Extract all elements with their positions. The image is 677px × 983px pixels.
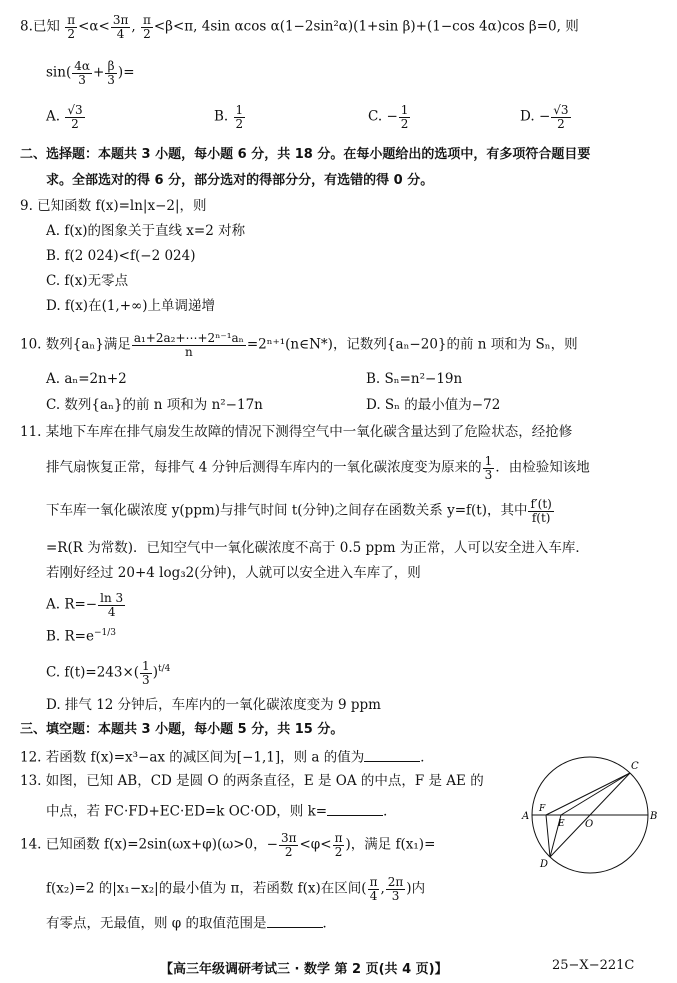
frac-pi-2: $\frac{\pi}{2}$: [67, 13, 76, 41]
q8-line2: sin( $\frac{4\alpha}{3}$ + $\frac{\beta}{3}$ )=: [46, 59, 135, 87]
label-a: A: [522, 811, 530, 822]
q11-option-b: B. $R=e^{-1/3}$: [46, 628, 116, 645]
q14-line3: 有零点，无最值，则 φ 的取值范围是 ．: [46, 913, 336, 932]
q11-line1: 11. 某地下车库在排气扇发生故障的情况下测得空气中一氧化碳含量达到了危险状态，经抢修: [20, 424, 573, 440]
q10-option-b: B. Sₙ=n²−19n: [366, 371, 463, 387]
q11-line2: 排气扇恢复正常，每排气 4 分钟后测得车库内的一氧化碳浓度变为原来的 $\frac{1}{3}$ ．由检验知该地: [46, 454, 590, 482]
label-e: E: [558, 819, 565, 829]
answer-blank: [327, 801, 383, 816]
q11-line5: 若刚好经过 20+4 log₃2(分钟)，人就可以安全进入车库了，则: [46, 565, 421, 581]
label-d: D: [540, 859, 549, 870]
q9-option-c: C. f(x)无零点: [46, 273, 129, 289]
label-c: C: [631, 761, 639, 772]
label-f: F: [539, 804, 546, 814]
q9-stem: 9. 已知函数 f(x)=ln|x−2|，则: [20, 198, 207, 214]
q10-option-c: C. 数列{aₙ}的前 n 项和为 n²−17n: [46, 397, 263, 413]
frac-b-3: $\frac{\beta}{3}$: [107, 59, 115, 87]
section2-heading-cont: 求。全部选对的得 6 分，部分选对的得部分分，有选错的得 0 分。: [46, 173, 434, 188]
footer-code: 25−X−221C: [552, 958, 635, 973]
q14-line1: 14. 已知函数 f(x)=2sin(ωx+φ)(ω>0，− $\frac{3\pi}{2}$ <φ< $\frac{\pi}{2}$ )，满足 f(x₁)=: [20, 831, 436, 859]
q13-line2: 中点，若 FC·FD+EC·ED=k OC·OD，则 k= ．: [46, 801, 397, 820]
q11-line4: =R(R 为常数)．已知空气中一氧化碳浓度不高于 0.5 ppm 为正常，人可以安全进入车库．: [46, 540, 589, 556]
q10-fraction: $\frac{\text{a₁+2a₂+⋯+2ⁿ⁻¹aₙ}}{n}$: [133, 331, 244, 359]
q8-option-b: B. $\frac{1}{2}$: [214, 103, 244, 131]
answer-blank: [267, 913, 323, 928]
q11-option-d: D. 排气 12 分钟后，车库内的一氧化碳浓度变为 9 ppm: [46, 697, 381, 713]
q14-line2: f(x₂)=2 的|x₁−x₂|的最小值为 π，若函数 f(x)在区间( $\frac{\pi}{4}$ , $\frac{2\pi}{3}$ )内: [46, 875, 426, 903]
q8-option-d: D. − $\frac{√3}{2}$: [520, 103, 569, 131]
q11-option-c: C. f(t)=243×( $\frac{1}{3}$ )$^{t/4}$: [46, 659, 171, 687]
q9-option-b: B. f(2 024)<f(−2 024): [46, 248, 196, 264]
q9-option-d: D. f(x)在(1,+∞)上单调递增: [46, 298, 216, 314]
q8-option-a: A. $\frac{√3}{2}$: [46, 103, 83, 131]
q11-option-a: A. R=− $\frac{\ln 3}{4}$: [46, 591, 124, 619]
frac-pi-2-b: $\frac{\pi}{2}$: [142, 13, 151, 41]
segment-fc: [546, 773, 630, 815]
frac-3pi-4: $\frac{3\pi}{4}$: [112, 13, 129, 41]
q8-option-c: C. − $\frac{1}{2}$: [368, 103, 409, 131]
q11-line3: 下车库一氧化碳浓度 y(ppm)与排气时间 t(分钟)之间存在函数关系 y=f(t)，其中 $\frac{f'(t)}{f(t)}$: [46, 497, 552, 525]
q8-line1: 8.已知 $\frac{\pi}{2}$ <α< $\frac{3\pi}{4}$ , $\frac{\pi}{2}$ <β<π, 4sin αcos α(1−2sin²α)(1+sin β)+(1−cos 4α)cos β=0, 则: [20, 13, 579, 41]
segment-fd: [546, 815, 550, 857]
section2-heading: 二、选择题：本题共 3 小题，每小题 6 分，共 18 分。在每小题给出的选项中，有多项符合题目要: [20, 147, 591, 162]
frac-4a-3: $\frac{4\alpha}{3}$: [74, 59, 90, 87]
answer-blank: [364, 747, 420, 762]
q10-stem: 10. 数列{aₙ}满足 $\frac{\text{a₁+2a₂+⋯+2ⁿ⁻¹aₙ}}{n}$ =2ⁿ⁺¹(n∈N*)，记数列{aₙ−20}的前 n 项和为 Sₙ，则: [20, 331, 578, 359]
geometry-figure: [518, 753, 658, 883]
q12-stem: 12. 若函数 f(x)=x³−ax 的减区间为[−1,1]，则 a 的值为 ．: [20, 747, 434, 766]
section3-heading: 三、填空题：本题共 3 小题，每小题 5 分，共 15 分。: [20, 722, 344, 737]
q13-line1: 13. 如图，已知 AB，CD 是圆 O 的两条直径，E 是 OA 的中点，F 是 AE 的: [20, 773, 484, 789]
q10-option-d: D. Sₙ 的最小值为−72: [366, 397, 501, 413]
q9-option-a: A. f(x)的图象关于直线 x=2 对称: [46, 223, 246, 239]
label-o: O: [585, 819, 594, 830]
q10-option-a: A. aₙ=2n+2: [46, 371, 127, 387]
footer-title: 【高三年级调研考试三 · 数学 第 2 页(共 4 页)】: [160, 962, 448, 977]
label-b: B: [650, 811, 658, 822]
